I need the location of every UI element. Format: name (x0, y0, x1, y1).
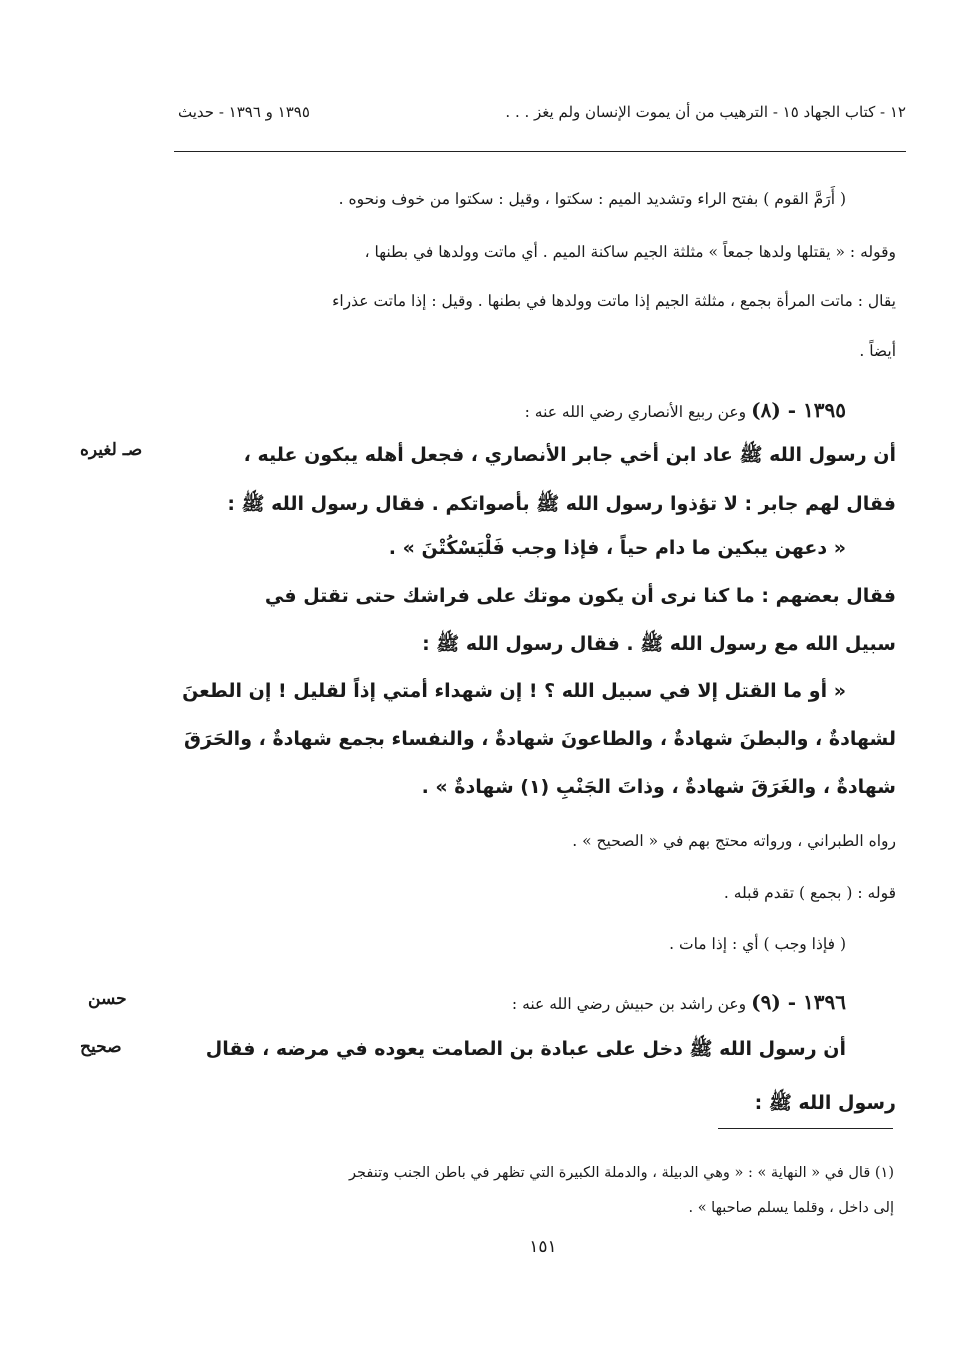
hadith-narrator: وعن ربيع الأنصاري رضي الله عنه : (524, 403, 747, 421)
text-line: قوله : ( بجمع ) تقدم قبله . (723, 884, 896, 902)
text-line: لشهادةٌ ، والبطنَ شهادةٌ ، والطاعونَ شهادةٌ ، والنفساء بجمع شهادةٌ ، والحَرَقَ (184, 728, 896, 750)
text-line: « أو ما القتل إلا في سبيل الله ؟ ! إن شهداء أمتي إذاً لقليل ! إن الطعنَ (182, 680, 846, 702)
text-line: ( أَرَمَّ القوم ) بفتح الراء وتشديد الميم : سكتوا ، وقيل : سكتوا من خوف ونحوه . (338, 190, 846, 208)
text-line: يقال : ماتت المرأة بجمع ، مثلثة الجيم إذا ماتت وولدها في بطنها . وقيل : إذا ماتت عذراء (332, 292, 896, 310)
text-line: ( فإذا وجب ) أي : إذا مات . (669, 935, 846, 953)
grading-note: صحيح (80, 1037, 122, 1057)
header-rule (174, 151, 906, 152)
header-hadith-range: ١٣٩٥ و ١٣٩٦ - حديث (178, 103, 310, 121)
hadith-heading-1395 (525, 398, 846, 422)
hadith-number: ١٣٩٦ - (٩) (751, 990, 846, 1014)
text-line: « دعهن يبكين ما دام حياً ، فإذا وجب فَلْيَسْكُتْنَ » . (388, 537, 846, 559)
hadith-narrator: وعن راشد بن حبيش رضي الله عنه : (511, 995, 747, 1013)
text-line: فقال بعضهم : ما كنا نرى أن يكون موتك على فراشك حتى تقتل في (264, 585, 896, 607)
text-line: أن رسول الله ﷺ دخل على عبادة بن الصامت يعوده في مرضه ، فقال (205, 1038, 846, 1060)
footnote-rule (718, 1128, 893, 1129)
text-line: أن رسول الله ﷺ عاد ابن أخي جابر الأنصاري ، فجعل أهله يبكون عليه ، (243, 444, 896, 466)
text-line: أيضاً . (859, 342, 896, 360)
text-line: رسول الله ﷺ : (754, 1092, 896, 1114)
hadith-heading-1396 (512, 990, 846, 1014)
text-line: فقال لهم جابر : لا تؤذوا رسول الله ﷺ بأصواتكم . فقال رسول الله ﷺ : (227, 493, 896, 515)
text-line: سبيل الله مع رسول الله ﷺ . فقال رسول الله ﷺ : (422, 633, 896, 655)
text-line: وقوله : « يقتلها ولدها جمعاً » مثلثة الجيم ساكنة الميم . أي ماتت وولدها في بطنها ، (364, 243, 896, 261)
footnote-line: إلى داخل ، وقلما يسلم صاحبها » . (688, 1200, 894, 1216)
page-number: ١٥١ (529, 1237, 557, 1257)
footnote-line: (١) قال في « النهاية » : « وهي الدبيلة ، والدملة الكبيرة التي تظهر في باطن الجنب وتنفجر (349, 1165, 894, 1181)
text-line: شهادةٌ ، والغَرَقَ شهادةٌ ، وذاتَ الجَنْبِ (١) شهادةٌ » . (421, 776, 896, 798)
hadith-number: ١٣٩٥ - (٨) (751, 398, 846, 422)
grading-note: حسن (88, 989, 127, 1009)
grading-note: صـ لغيره (80, 440, 143, 460)
header-chapter: ١٢ - كتاب الجهاد ١٥ - الترهيب من أن يموت الإنسان ولم يغز . . . (505, 103, 906, 121)
text-line: رواه الطبراني ، ورواته محتج بهم في « الصحيح » . (572, 832, 896, 850)
